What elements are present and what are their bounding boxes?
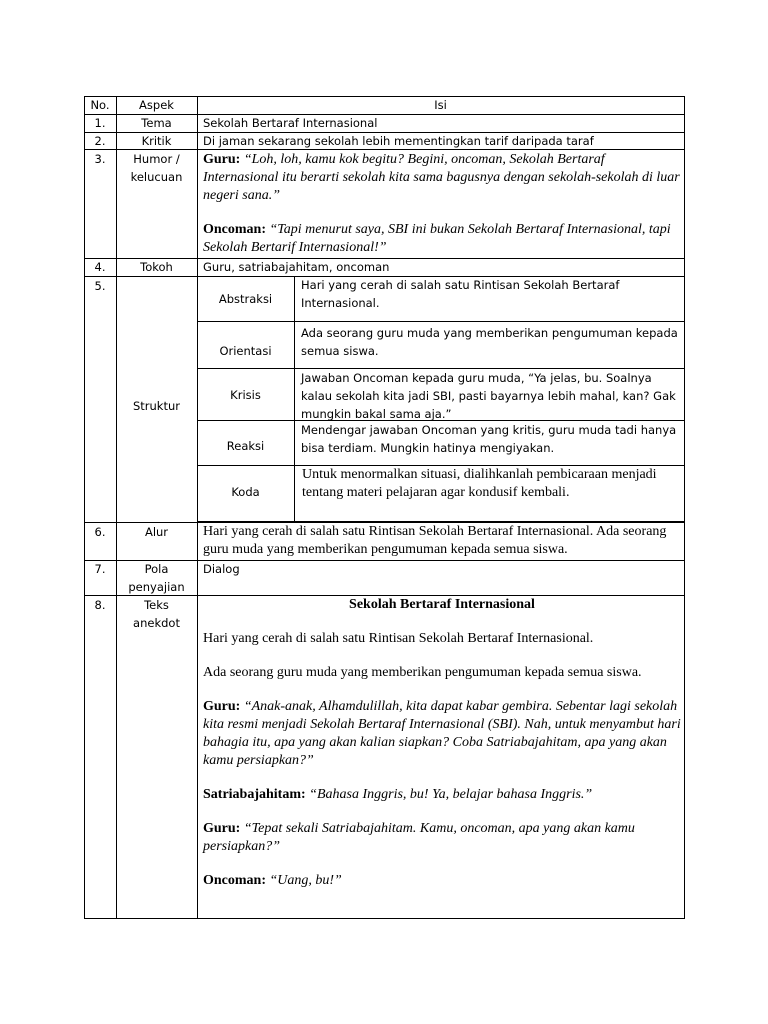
anekdot-paragraph: Ada seorang guru muda yang memberikan pengumuman kepada semua siswa. (203, 665, 642, 680)
header-aspek: Aspek (139, 98, 174, 112)
dialog-guru (203, 698, 681, 770)
dialog-text: “Loh, loh, kamu kok begitu? Begini, oncoman, Sekolah Bertaraf Internasional itu berarti sekolah kita sama bagusnya dengan sekolah-sekolah di luar negeri sana.” (203, 152, 680, 203)
speaker-label: Oncoman: (203, 222, 266, 237)
row-6-no: 6. (94, 525, 106, 539)
row-3-no: 3. (94, 152, 106, 166)
row-3-aspek-line1: Humor / (133, 152, 180, 166)
header-isi: Isi (434, 98, 447, 112)
row-1-isi: Sekolah Bertaraf Internasional (203, 116, 378, 130)
row-5-no: 5. (94, 279, 106, 293)
row-6-aspek: Alur (144, 525, 169, 539)
speaker-label: Guru: (203, 699, 241, 714)
grid-line (84, 96, 85, 919)
anekdot-title: Sekolah Bertaraf Internasional (349, 597, 535, 612)
row-7-aspek-line2: penyajian (128, 580, 185, 594)
dialog-text: “Anak-anak, Alhamdulillah, kita dapat kabar gembira. Sebentar lagi sekolah kita resmi menjadi Sekolah Bertaraf Internasional (SBI). Nah, untuk menyambut hari bahagia itu, apa yang akan kalian siapkan? Coba Satriabajahitam, apa yang akan kamu persiapkan?” (203, 699, 681, 768)
row-3-aspek (116, 150, 197, 186)
row-8-isi (203, 596, 681, 890)
grid-line (84, 918, 685, 919)
anekdot-paragraph: Hari yang cerah di salah satu Rintisan Sekolah Bertaraf Internasional. (203, 631, 594, 646)
row-8-aspek-line1: Teks (144, 598, 169, 612)
speaker-label: Oncoman: (203, 873, 266, 888)
struktur-text-krisis: Jawaban Oncoman kepada guru muda, “Ya jelas, bu. Soalnya kalau sekolah kita jadi SBI, pasti bayarnya lebih mahal, kan? Gak mungkin bakal sama aja.” (301, 371, 676, 421)
row-7-no: 7. (94, 562, 106, 576)
row-7-isi: Dialog (203, 562, 240, 576)
row-3-aspek-line2: kelucuan (130, 170, 183, 184)
dialog-guru (203, 151, 681, 205)
struktur-label-orientasi: Orientasi (219, 344, 272, 358)
row-8-aspek-line2: anekdot (133, 616, 180, 630)
dialog-text: “Uang, bu!” (269, 873, 342, 888)
row-8-aspek (116, 596, 197, 632)
row-1-aspek: Tema (141, 116, 172, 130)
row-7-aspek (116, 560, 197, 596)
row-6-isi: Hari yang cerah di salah satu Rintisan Sekolah Bertaraf Internasional. Ada seorang guru muda yang memberikan pengumuman kepada semua siswa. (203, 524, 667, 557)
struktur-label-koda: Koda (231, 485, 260, 499)
row-2-no: 2. (94, 134, 106, 148)
dialog-text: “Tapi menurut saya, SBI ini bukan Sekolah Bertaraf Internasional, tapi Sekolah Bertarif Internasional!” (203, 222, 671, 255)
row-5-aspek: Struktur (132, 399, 180, 413)
row-3-isi (203, 151, 681, 257)
row-8-no: 8. (94, 598, 106, 612)
speaker-label: Guru: (203, 152, 241, 167)
row-2-isi: Di jaman sekarang sekolah lebih mementingkan tarif daripada taraf (203, 134, 594, 148)
struktur-text-koda: Untuk menormalkan situasi, dialihkanlah pembicaraan menjadi tentang materi pelajaran agar kondusif kembali. (302, 467, 657, 500)
grid-line (116, 96, 117, 919)
speaker-label: Satriabajahitam: (203, 787, 306, 802)
row-1-no: 1. (94, 116, 106, 130)
dialog-text: “Bahasa Inggris, bu! Ya, belajar bahasa Inggris.” (309, 787, 593, 802)
struktur-label-krisis: Krisis (230, 387, 261, 402)
dialog-guru (203, 820, 681, 856)
row-2-aspek: Kritik (141, 134, 172, 148)
grid-line (684, 96, 685, 919)
dialog-satriabajahitam (203, 786, 681, 804)
struktur-text-reaksi: Mendengar jawaban Oncoman yang kritis, guru muda tadi hanya bisa terdiam. Mungkin hatinya mengiyakan. (301, 423, 677, 455)
dialog-text: “Tepat sekali Satriabajahitam. Kamu, oncoman, apa yang akan kamu persiapkan?” (203, 821, 635, 854)
struktur-label-reaksi: Reaksi (226, 439, 265, 453)
grid-line (294, 276, 295, 522)
speaker-label: Guru: (203, 821, 241, 836)
row-4-isi: Guru, satriabajahitam, oncoman (203, 260, 390, 274)
row-4-aspek: Tokoh (140, 260, 173, 274)
header-no: No. (90, 98, 110, 112)
dialog-oncoman (203, 221, 681, 257)
struktur-text-orientasi: Ada seorang guru muda yang memberikan pengumuman kepada semua siswa. (301, 326, 678, 358)
row-4-no: 4. (94, 260, 106, 274)
dialog-oncoman (203, 872, 681, 890)
struktur-label-abstraksi: Abstraksi (218, 292, 273, 306)
row-7-aspek-line1: Pola (144, 562, 169, 576)
struktur-text-abstraksi: Hari yang cerah di salah satu Rintisan Sekolah Bertaraf Internasional. (301, 278, 620, 310)
